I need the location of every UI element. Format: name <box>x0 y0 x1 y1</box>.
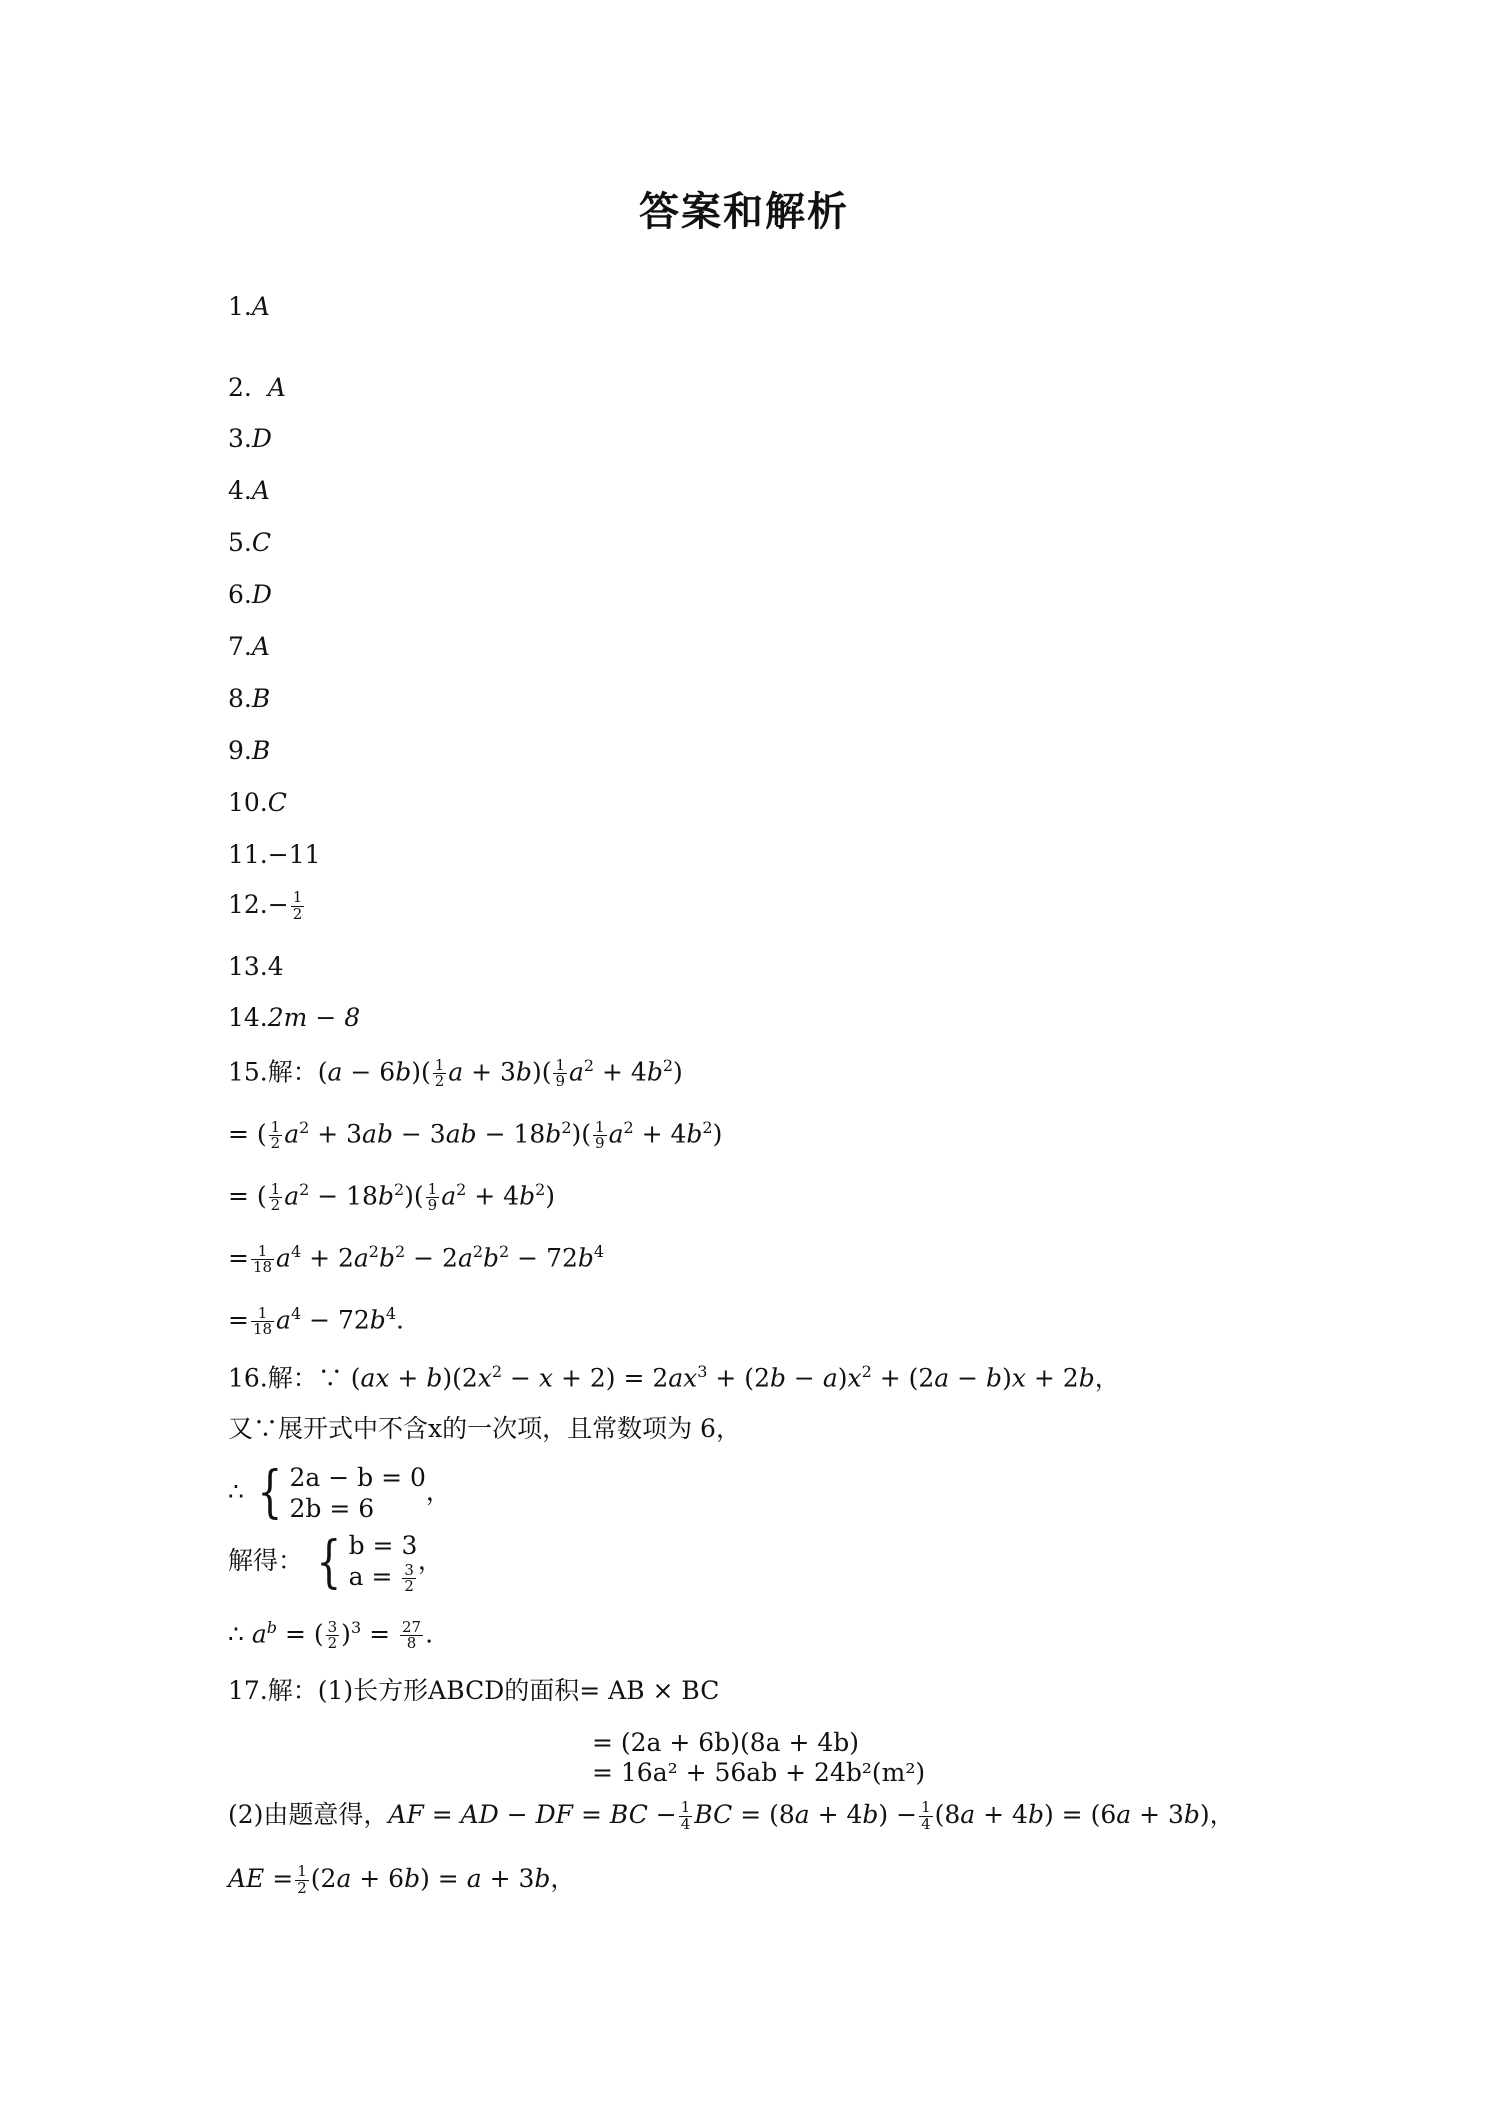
q16-line-1: 16.解：∵ $(ax + b)(2x^2 - x + 2) = 2ax^3 + (2b - a)x^2 + (2a - b)x + 2b$， <box>228 1362 1120 1393</box>
q15-line-1: 15.解：(a − 6b)( $\frac{1}{2}$ a + 3b)( $\frac{1}{9}$ $a^2 + 4b^2$) <box>228 1055 683 1091</box>
answer-13: 13.4 <box>228 952 284 981</box>
q17-part-2: (2)由题意得，AF = AD − DF = BC − $\frac{1}{4}$ BC = (8a + 4b) − $\frac{1}{4}$ (8a + 4b) = (6a + 3b)， <box>228 1798 1235 1833</box>
answer-4: 4.A <box>228 476 270 505</box>
equation-system: { b = 3 a = $\frac{3}{2}$ <box>316 1529 418 1596</box>
q15-line-5: = $\frac{1}{18}$ $a^4 - 72b^4$. <box>228 1303 404 1339</box>
q15-line-3: = ( $\frac{1}{2}$ $a^2 - 18b^2$)( $\frac{1}{9}$ $a^2 + 4b^2$) <box>228 1179 556 1215</box>
answer-5: 5.C <box>228 528 271 557</box>
fraction: $\frac{1}{2}$ <box>292 888 303 923</box>
answer-1: 1.A <box>228 292 270 321</box>
q16-line-2: 又∵展开式中不含x的一次项，且常数项为 6， <box>228 1414 741 1443</box>
q17-line-2: = (2a + 6b)(8a + 4b) <box>592 1728 860 1757</box>
q17-part-2-ae: AE = $\frac{1}{2}$ (2a + 6b) = a + 3b， <box>228 1862 576 1897</box>
q16-system-1: ∴ { 2a − b = 0 2b = 6 ， <box>228 1460 451 1526</box>
q16-system-2: 解得： { b = 3 a = $\frac{3}{2}$ ， <box>228 1529 443 1596</box>
q17-line-3: = 16a² + 56ab + 24b²(m²) <box>592 1758 926 1787</box>
answer-11: 11.−11 <box>228 840 321 869</box>
page-title: 答案和解析 <box>639 189 849 235</box>
q16-result: ∴ $a^b$ = ( $\frac{3}{2}$ )$^3$ = $\frac{27}{8}$ . <box>228 1617 434 1653</box>
answer-2: 2. A <box>228 373 286 402</box>
answer-9: 9.B <box>228 736 271 765</box>
answer-8: 8.B <box>228 684 271 713</box>
q15-line-2: = ( $\frac{1}{2}$ $a^2 + 3ab - 3ab - 18b^2$)( $\frac{1}{9}$ $a^2 + 4b^2$) <box>228 1117 723 1153</box>
equation-system: { 2a − b = 0 2b = 6 <box>257 1460 426 1526</box>
q17-line-1: 17.解：(1)长方形ABCD的面积= AB × BC <box>228 1676 720 1705</box>
answer-12: 12.− $\frac{1}{2}$ <box>228 888 303 923</box>
answer-10: 10.C <box>228 788 287 817</box>
answer-14: 14.2m − 8 <box>228 1003 361 1032</box>
q15-line-4: = $\frac{1}{18}$ $a^4 + 2a^2b^2 - 2a^2b^2 - 72b^4$ <box>228 1241 605 1277</box>
answer-7: 7.A <box>228 632 270 661</box>
answer-6: 6.D <box>228 580 272 609</box>
answer-3: 3.D <box>228 424 272 453</box>
